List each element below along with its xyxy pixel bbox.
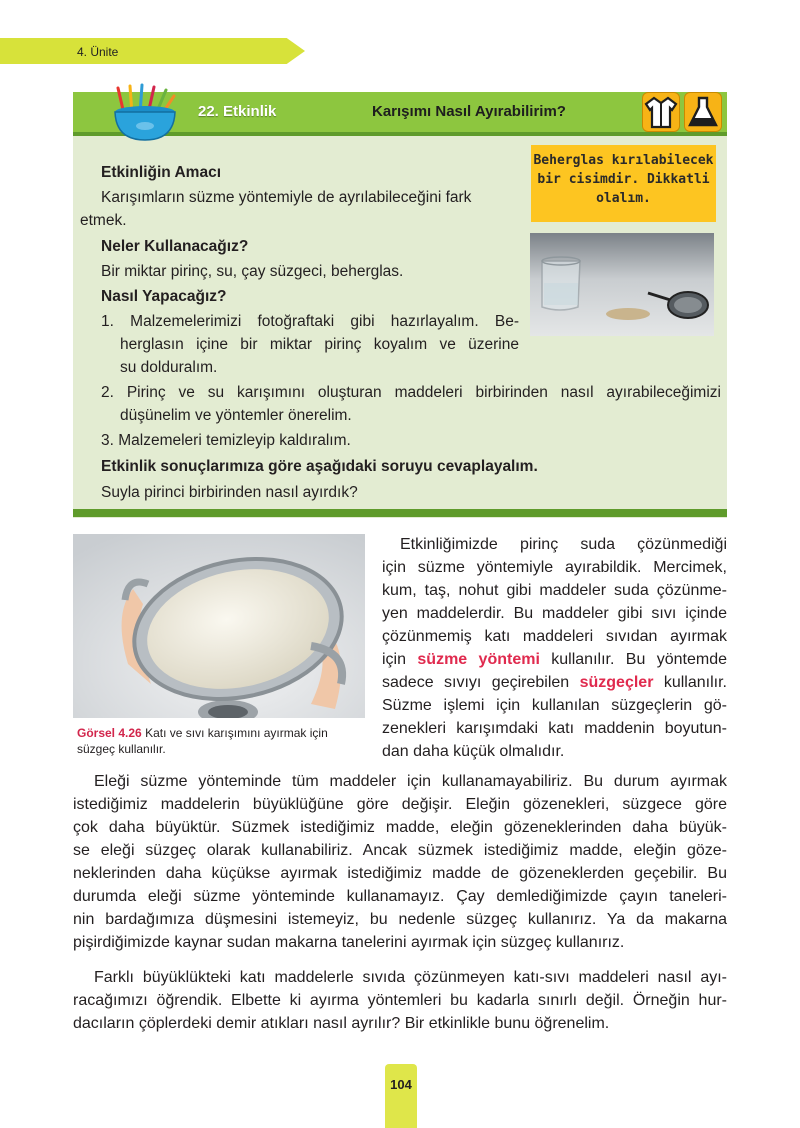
activity-number: 22. Etkinlik <box>198 103 277 120</box>
warning-line: olalım. <box>596 191 651 206</box>
paragraph2-line: racağımızı öğrendik. Elbette ki ayırma yöntemleri bu kadarla sınırlı değil. Örneğin hur- <box>73 992 727 1009</box>
unit-tab <box>0 38 305 64</box>
side-text-line: çözünmemiş katı maddeleri sıvıdan ayırmak <box>382 628 727 645</box>
colander-rice-photo <box>73 534 365 718</box>
paragraph1-line: Eleği süzme yönteminde tüm maddeler için kullanamayabiliriz. Bu durum ayırmak <box>94 773 727 790</box>
caption-line: Katı ve sıvı karışımını ayırmak için <box>145 726 328 740</box>
term-suzgecler: süzgeçler <box>579 674 654 691</box>
side-text-line: zenekleri karışımdaki katı maddenin boyutun- <box>382 720 727 737</box>
paragraph1-line: pişirdiğimizde kaynar sudan makarna tanelerini ayırmak için süzgeç kullanırız. <box>73 934 625 951</box>
step-line: 3. Malzemeleri temizleyip kaldıralım. <box>101 432 351 449</box>
question-text: Suyla pirinci birbirinden nasıl ayırdık? <box>101 484 358 501</box>
paragraph2-line: Farklı büyüklükteki katı maddelerle sıvıda çözünmeyen katı-sıvı maddeleri nasıl ayı- <box>94 969 727 986</box>
flask-icon <box>684 92 722 132</box>
side-text-line: Süzme işlemi için kullanılan süzgeçlerin gö- <box>382 697 727 714</box>
text-run: sadece sıvıyı geçirebilen <box>382 674 580 691</box>
page-number: 104 <box>385 1064 417 1128</box>
caption-line: süzgeç kullanılır. <box>77 742 166 756</box>
lab-coat-icon <box>642 92 680 132</box>
paragraph1-line: nin bardağımıza düşmesini istemeyiz, bu nedenle süzgeç kullanırız. Ya da makarna <box>73 911 727 928</box>
side-text-line: için süzme yöntemiyle ayırabildik. Mercimek, <box>382 559 727 576</box>
method-heading: Nasıl Yapacağız? <box>101 288 227 305</box>
side-text-line: Etkinliğimizde pirinç suda çözünmediği <box>400 536 727 553</box>
step-line: düşünelim ve yöntemler önerelim. <box>120 407 352 424</box>
step-line: 2. Pirinç ve su karışımını oluşturan maddeleri birbirinden nasıl ayırabileceğimizi <box>101 384 721 401</box>
text-run: için <box>382 651 418 668</box>
text-run: kullanılır. Bu yöntemde <box>539 651 728 668</box>
figure-caption <box>77 725 328 757</box>
paragraph1-line: çok daha büyüktür. Süzmek istediğimiz madde, eleğin gözeneklerinden daha büyük- <box>73 819 727 836</box>
warning-line: bir cisimdir. Dikkatli <box>537 172 710 187</box>
side-text-line: yen maddelerdir. Bu maddeler gibi sıvı içinde <box>382 605 727 622</box>
paragraph1-line: durumda eleği süzme yönteminde kullanamayız. Çay demlediğimizde çayın taneleri- <box>73 888 727 905</box>
aim-text-line: Karışımların süzme yöntemiyle de ayrılabileceğini fark <box>101 189 472 206</box>
step-line: herglasın içine bir miktar pirinç koyalım ve üzerine <box>120 336 519 353</box>
results-heading: Etkinlik sonuçlarımıza göre aşağıdaki soruyu cevaplayalım. <box>101 458 538 475</box>
aim-heading: Etkinliğin Amacı <box>101 164 222 181</box>
step-line: 1. Malzemelerimizi fotoğraftaki gibi hazırlayalım. Be- <box>101 313 519 330</box>
materials-heading: Neler Kullanacağız? <box>101 238 249 255</box>
unit-label: 4. Ünite <box>77 45 119 59</box>
paragraph1-line: se eleği süzgeç olarak kullanabiliriz. Ancak süzmek istediğimiz madde, eleğin göze- <box>73 842 727 859</box>
beaker-rice-strainer-photo <box>530 233 714 336</box>
paragraph2-line: dacıların çöplerdeki demir atıkları nasıl ayrılır? Bir etkinlikle bunu öğrenelim. <box>73 1015 610 1032</box>
side-text-line: kum, taş, nohut gibi maddeler suda çözünme- <box>382 582 727 599</box>
side-text-line: dan daha küçük olmalıdır. <box>382 743 565 760</box>
warning-note <box>531 145 716 222</box>
paragraph1-line: istediğimiz maddelerin büyüklüğüne göre değişir. Eleğin gözenekleri, süzgece göre <box>73 796 727 813</box>
aim-text-line: etmek. <box>80 212 127 229</box>
text-run: kullanılır. <box>653 674 727 691</box>
side-text-line <box>382 671 727 694</box>
warning-line: Beherglas kırılabilecek <box>533 153 714 168</box>
term-suzme-yontemi: süzme yöntemi <box>417 651 540 668</box>
side-text-line <box>382 648 727 671</box>
paragraph1-line: neklerinden daha küçükse ayırmak istediğimiz madde de gözeneklerden geçebilir. Bu <box>73 865 727 882</box>
materials-text: Bir miktar pirinç, su, çay süzgeci, beherglas. <box>101 263 404 280</box>
activity-bucket-icon <box>104 82 186 144</box>
step-line: su dolduralım. <box>120 359 218 376</box>
activity-title: Karışımı Nasıl Ayırabilirim? <box>372 103 566 120</box>
figure-label: Görsel 4.26 <box>77 726 142 740</box>
activity-bottom-bar <box>73 509 727 517</box>
